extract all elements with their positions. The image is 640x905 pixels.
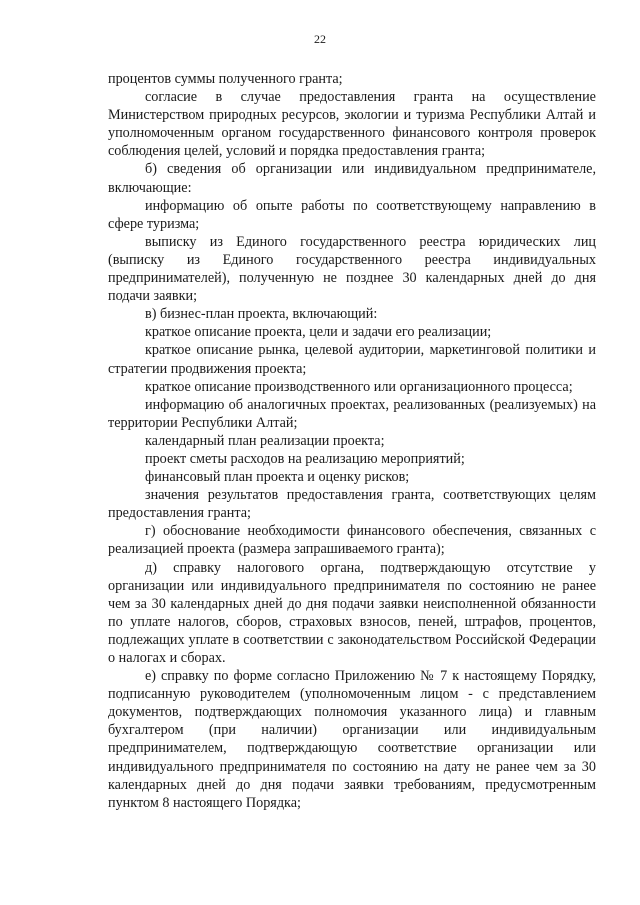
paragraph-15: г) обоснование необходимости финансового обеспечения, связанных с реализацией проекта (размера запрашиваемого гранта); — [108, 523, 596, 558]
paragraph-2: согласие в случае предоставления гранта на осуществление Министерством природных ресурсов, экологии и туризма Республики Алтай и уполномоченным органом государственного финансового контроля проверок соблюдения целей, условий и порядка предоставления гранта; — [108, 89, 596, 160]
paragraph-12: проект сметы расходов на реализацию мероприятий; — [145, 450, 465, 467]
paragraph-16: д) справку налогового органа, подтверждающую отсутствие у организации или индивидуального предпринимателя по состоянию не ранее чем за 30 календарных дней до дня подачи заявки неисполненной обязанности по уплате налогов, сборов, страховых взносов, пеней, штрафов, процентов, подлежащих уплате в соответствии с законодательством Российской Федерации о налогах и сборах. — [108, 559, 596, 666]
paragraph-14: значения результатов предоставления гранта, соответствующих целям предоставления гранта; — [108, 487, 596, 522]
paragraph-1: процентов суммы полученного гранта; — [108, 71, 343, 87]
paragraph-3: б) сведения об организации или индивидуальном предпринимателе, включающие: — [108, 161, 596, 196]
paragraph-9: краткое описание производственного или организационного процесса; — [145, 378, 573, 395]
page-number: 22 — [314, 32, 326, 46]
paragraph-7: краткое описание проекта, цели и задачи его реализации; — [145, 324, 492, 341]
paragraph-13: финансовый план проекта и оценку рисков; — [145, 469, 410, 486]
paragraph-4: информацию об опыте работы по соответствующему направлению в сфере туризма; — [108, 197, 596, 232]
paragraph-6: в) бизнес-план проекта, включающий: — [145, 306, 378, 323]
paragraph-17: е) справку по форме согласно Приложению № 7 к настоящему Порядку, подписанную руководителем (уполномоченным лицом - с представлением документов, подтверждающих полномочия указанного лица) и главным бухгалтером (при наличии) организации или индивидуальным предпринимателем, подтверждающую соответствие организации или индивидуального предпринимателя по состоянию на дату не ранее чем за 30 календарных дней до дня подачи заявки требованиям, предусмотренным пунктом 8 настоящего Порядка; — [108, 668, 596, 811]
document-body — [108, 70, 596, 812]
paragraph-11: календарный план реализации проекта; — [145, 432, 385, 449]
paragraph-10: информацию об аналогичных проектах, реализованных (реализуемых) на территории Республики Алтай; — [108, 396, 596, 431]
paragraph-5: выписку из Единого государственного реестра юридических лиц (выписку из Единого государственного реестра индивидуальных предпринимателей), полученную не позднее 30 календарных дней до дня подачи заявки; — [108, 233, 596, 305]
paragraph-8: краткое описание рынка, целевой аудитории, маркетинговой политики и стратегии продвижения проекта; — [108, 342, 596, 377]
